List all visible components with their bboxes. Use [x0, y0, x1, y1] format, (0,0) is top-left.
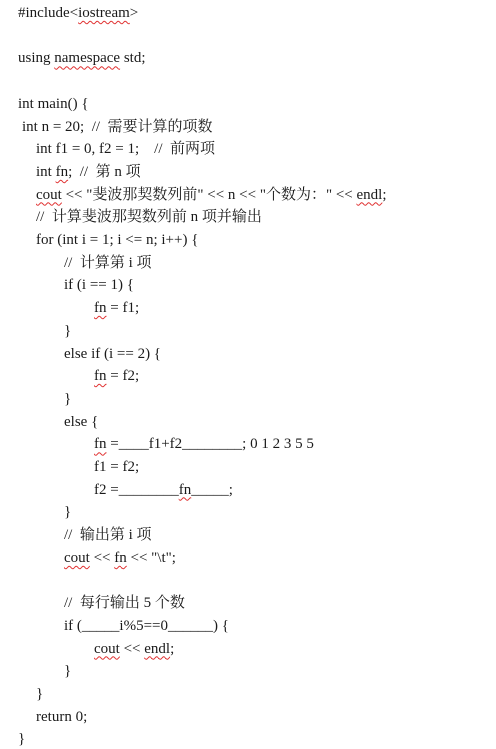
code-token: using — [18, 50, 55, 67]
code-token: << "斐波那契数列前" << n << "个数为：" << — [61, 186, 357, 203]
code-token: int main() { — [18, 95, 89, 112]
code-line — [64, 276, 134, 294]
code-token: ; // 第 n 项 — [68, 163, 141, 180]
code-token: // 输出第 i 项 — [64, 527, 152, 544]
code-token: ; — [382, 186, 387, 203]
code-token: } — [64, 663, 72, 680]
code-token: int — [36, 163, 56, 180]
code-line — [64, 345, 161, 363]
code-line — [36, 208, 262, 226]
code-token: else { — [64, 413, 99, 430]
spellcheck-flagged-token: cout — [36, 186, 62, 203]
code-token: = f1; — [106, 300, 140, 317]
code-line — [94, 640, 174, 658]
spellcheck-flagged-token: endl — [356, 186, 383, 203]
code-line — [22, 118, 213, 136]
code-token: } — [64, 390, 72, 407]
code-line — [64, 662, 71, 680]
code-line — [64, 322, 71, 340]
code-line — [18, 730, 25, 748]
code-token: if (_____i%5==0______) { — [64, 617, 229, 634]
code-token: #include< — [18, 5, 79, 21]
code-token: << — [119, 640, 145, 657]
code-line — [94, 299, 139, 317]
code-token: else if (i == 2) { — [64, 345, 162, 362]
code-token: // 每行输出 5 个数 — [64, 595, 185, 612]
code-token: // 计算斐波那契数列前 n 项并输出 — [36, 209, 262, 226]
code-line — [64, 594, 185, 612]
code-token: ; — [170, 640, 175, 657]
code-line — [94, 481, 233, 499]
spellcheck-flagged-token: endl — [144, 640, 171, 657]
code-token: return 0; — [36, 708, 88, 725]
code-token: _____; — [191, 481, 233, 498]
code-token: << — [89, 549, 115, 566]
code-token: int f1 = 0, f2 = 1; // 前两项 — [36, 141, 215, 158]
code-token: for (int i = 1; i <= n; i++) { — [36, 232, 199, 248]
code-token: f2 =________ — [94, 481, 179, 498]
code-line — [36, 685, 43, 703]
spellcheck-flagged-token: iostream — [78, 5, 130, 21]
code-line — [36, 708, 87, 726]
code-token: > — [129, 5, 139, 21]
code-line — [94, 367, 139, 385]
code-token: f1 = f2; — [94, 459, 140, 475]
spellcheck-flagged-token: fn — [55, 163, 69, 180]
code-token: } — [18, 731, 26, 748]
code-line — [36, 186, 387, 204]
code-token: = f2; — [106, 368, 140, 385]
code-line — [64, 390, 71, 408]
code-line — [36, 163, 141, 181]
code-token: } — [64, 322, 72, 339]
spellcheck-flagged-token: fn — [114, 549, 127, 566]
code-line — [94, 435, 314, 453]
spellcheck-flagged-token: fn — [94, 368, 107, 385]
spellcheck-flagged-token: fn — [94, 300, 107, 317]
code-token: } — [64, 504, 72, 521]
code-token: if (i == 1) { — [64, 277, 134, 294]
code-line — [64, 549, 176, 567]
code-line — [64, 254, 152, 272]
code-token: } — [36, 686, 44, 702]
code-line — [64, 617, 229, 635]
spellcheck-flagged-token: cout — [94, 640, 120, 657]
spellcheck-flagged-token: namespace — [54, 50, 121, 67]
code-token: int n = 20; // 需要计算的项数 — [22, 118, 213, 135]
spellcheck-flagged-token: cout — [64, 549, 90, 566]
spellcheck-flagged-token: fn — [178, 481, 192, 498]
code-line — [64, 503, 71, 521]
code-line — [64, 526, 152, 544]
spellcheck-flagged-token: fn — [94, 436, 107, 453]
code-token: =____f1+f2________; 0 1 2 3 5 5 — [106, 436, 314, 453]
code-token: << "\t"; — [126, 549, 176, 566]
code-line — [64, 413, 98, 431]
code-line — [36, 231, 198, 249]
code-line — [94, 458, 139, 476]
code-line — [18, 95, 89, 113]
code-token: // 计算第 i 项 — [64, 254, 152, 271]
code-token: std; — [120, 50, 146, 67]
code-line — [36, 140, 215, 158]
code-line — [18, 49, 146, 67]
code-line — [18, 4, 138, 22]
